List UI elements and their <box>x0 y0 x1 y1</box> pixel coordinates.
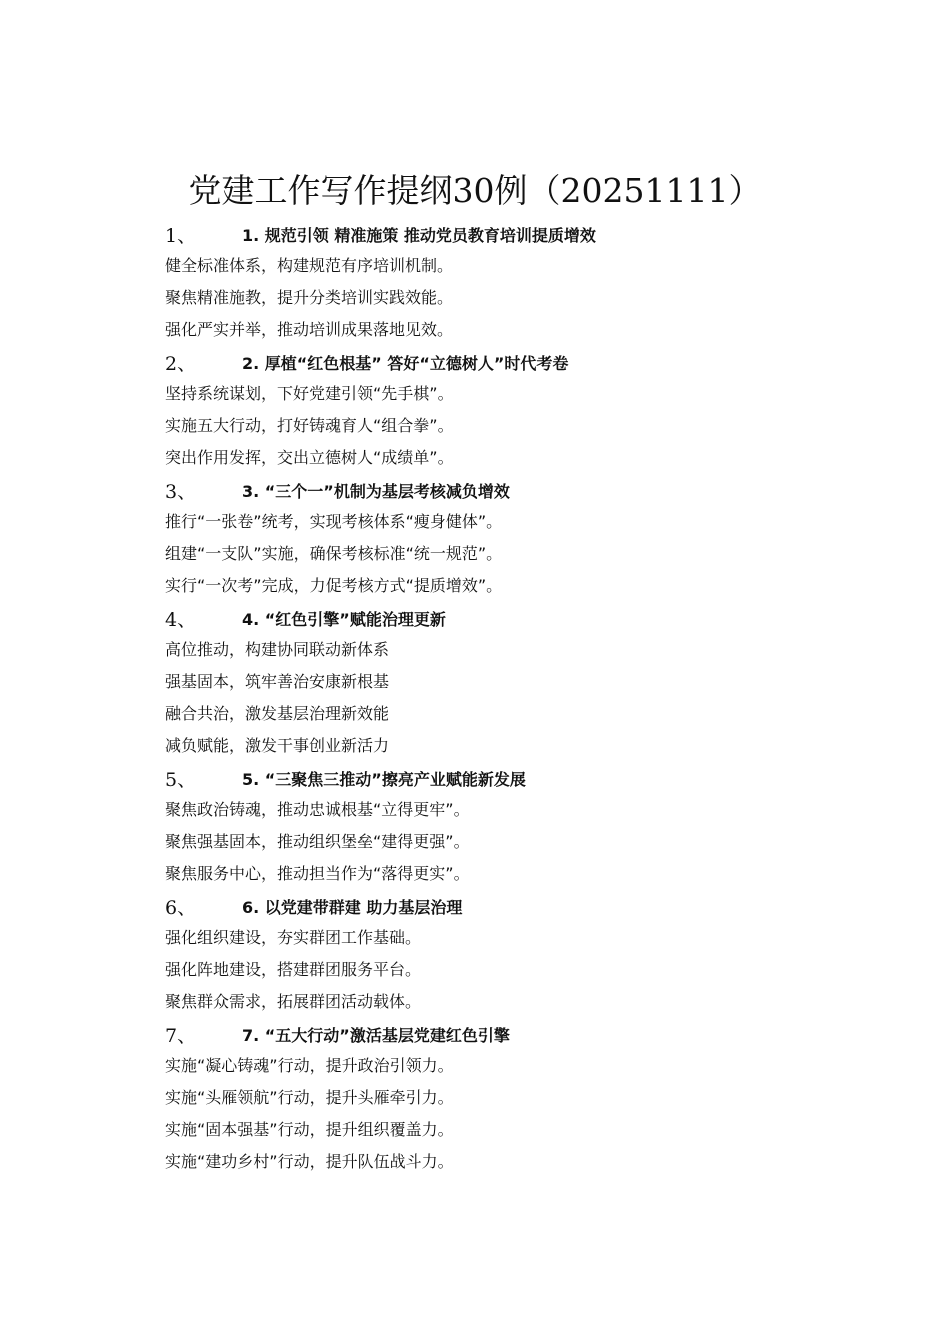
section-number: 2、 <box>165 352 197 375</box>
section-point: 强化严实并举，推动培训成果落地见效。 <box>165 320 454 339</box>
section-heading <box>165 602 865 634</box>
section-number: 3、 <box>165 480 197 503</box>
section-heading <box>165 1018 865 1050</box>
outline-list <box>165 218 865 1178</box>
section-heading <box>165 890 865 922</box>
section-point: 突出作用发挥，交出立德树人“成绩单”。 <box>165 448 454 467</box>
section-point: 聚焦群众需求，拓展群团活动载体。 <box>165 992 422 1011</box>
section-point: 强基固本，筑牢善治安康新根基 <box>165 672 390 691</box>
section-point: 坚持系统谋划，下好党建引领“先手棋”。 <box>165 384 454 403</box>
section-point: 推行“一张卷”统考，实现考核体系“瘦身健体”。 <box>165 512 503 531</box>
section-point: 实施“头雁领航”行动，提升头雁牵引力。 <box>165 1088 454 1107</box>
section-point: 高位推动，构建协同联动新体系 <box>165 640 390 659</box>
section-title: 5. “三聚焦三推动”擦亮产业赋能新发展 <box>242 769 526 789</box>
section-point: 实施“凝心铸魂”行动，提升政治引领力。 <box>165 1056 454 1075</box>
section-title: 4. “红色引擎”赋能治理更新 <box>242 609 446 629</box>
section-point: 实施五大行动，打好铸魂育人“组合拳”。 <box>165 416 454 435</box>
section-title: 7. “五大行动”激活基层党建红色引擎 <box>242 1025 510 1045</box>
section-number: 6、 <box>165 896 197 919</box>
outline-section-5 <box>165 762 865 890</box>
section-title: 3. “三个一”机制为基层考核减负增效 <box>242 481 510 501</box>
section-number: 4、 <box>165 608 197 631</box>
section-title: 2. 厚植“红色根基” 答好“立德树人”时代考卷 <box>242 353 569 373</box>
section-point: 强化组织建设，夯实群团工作基础。 <box>165 928 422 947</box>
section-point: 实行“一次考”完成，力促考核方式“提质增效”。 <box>165 576 503 595</box>
section-point: 聚焦政治铸魂，推动忠诚根基“立得更牢”。 <box>165 800 470 819</box>
section-point: 实施“建功乡村”行动，提升队伍战斗力。 <box>165 1152 454 1171</box>
section-point: 聚焦服务中心，推动担当作为“落得更实”。 <box>165 864 470 883</box>
section-number: 1、 <box>165 224 197 247</box>
section-heading <box>165 762 865 794</box>
section-number: 5、 <box>165 768 197 791</box>
section-heading <box>165 218 865 250</box>
section-title: 6. 以党建带群建 助力基层治理 <box>242 897 463 917</box>
section-point: 聚焦强基固本，推动组织堡垒“建得更强”。 <box>165 832 470 851</box>
outline-section-6 <box>165 890 865 1018</box>
section-number: 7、 <box>165 1024 197 1047</box>
section-heading <box>165 474 865 506</box>
document-title: 党建工作写作提纲30例（20251111） <box>188 171 762 210</box>
section-heading <box>165 346 865 378</box>
outline-section-2 <box>165 346 865 474</box>
section-point: 强化阵地建设，搭建群团服务平台。 <box>165 960 422 979</box>
section-point: 健全标准体系，构建规范有序培训机制。 <box>165 256 454 275</box>
section-point: 聚焦精准施教，提升分类培训实践效能。 <box>165 288 454 307</box>
outline-section-4 <box>165 602 865 762</box>
outline-section-7 <box>165 1018 865 1178</box>
section-point: 减负赋能，激发干事创业新活力 <box>165 736 390 755</box>
section-point: 融合共治，激发基层治理新效能 <box>165 704 390 723</box>
section-point: 实施“固本强基”行动，提升组织覆盖力。 <box>165 1120 454 1139</box>
section-title: 1. 规范引领 精准施策 推动党员教育培训提质增效 <box>242 225 596 245</box>
outline-section-1 <box>165 218 865 346</box>
section-point: 组建“一支队”实施，确保考核标准“统一规范”。 <box>165 544 503 563</box>
outline-section-3 <box>165 474 865 602</box>
